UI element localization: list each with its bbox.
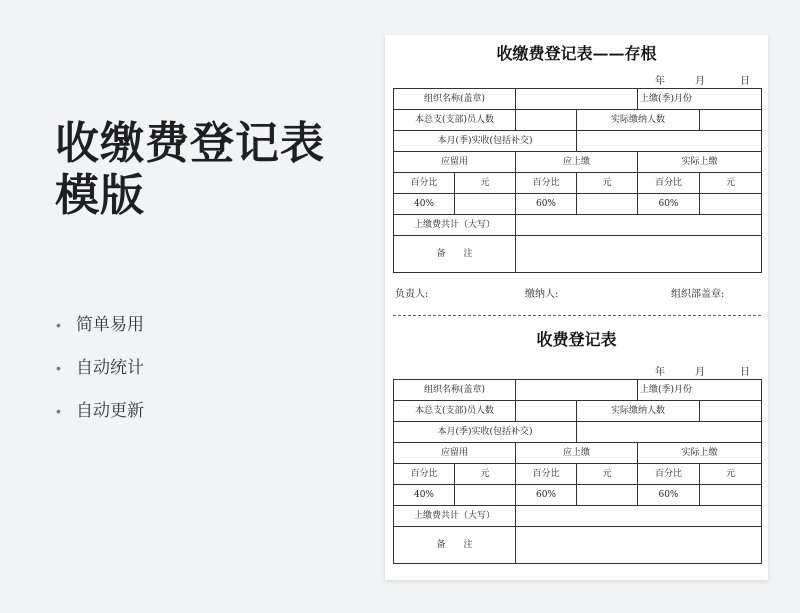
percent-label: 百分比	[394, 464, 455, 485]
retained-amount	[455, 194, 516, 215]
form-title: 收费登记表	[536, 330, 617, 349]
total-value	[516, 506, 762, 527]
form-date	[385, 363, 768, 378]
bullet-icon: •	[56, 403, 61, 419]
actual-amount	[700, 485, 762, 506]
remark-label: 备 注	[394, 527, 516, 564]
date-day: 日	[740, 76, 750, 87]
bullet-icon: •	[56, 317, 61, 333]
remark-value	[516, 236, 762, 273]
org-name-label: 组织名称(盖章)	[394, 380, 516, 401]
actual-paid-label: 实际上缴	[638, 443, 762, 464]
bullet-icon: •	[56, 360, 61, 376]
monthly-actual-value	[577, 422, 762, 443]
retained-amount	[455, 485, 516, 506]
form-stub-date	[385, 72, 768, 87]
page-title: 收缴费登记表模版	[55, 119, 325, 220]
yuan-label: 元	[577, 173, 638, 194]
actual-percent: 60%	[638, 485, 700, 506]
feature-item	[56, 398, 144, 441]
member-count-value	[516, 110, 577, 131]
retained-label: 应留用	[394, 443, 516, 464]
due-percent: 60%	[516, 194, 577, 215]
due-percent: 60%	[516, 485, 577, 506]
total-label: 上缴费共计（大写）	[394, 215, 516, 236]
due-label: 应上缴	[516, 152, 638, 173]
monthly-actual-label: 本月(季)实收(包括补交)	[394, 422, 577, 443]
org-name-value	[516, 380, 638, 401]
retained-percent: 40%	[394, 485, 455, 506]
yuan-label: 元	[455, 464, 516, 485]
monthly-actual-label: 本月(季)实收(包括补交)	[394, 131, 577, 152]
feature-label: 自动更新	[76, 401, 144, 420]
org-name-label: 组织名称(盖章)	[394, 89, 516, 110]
yuan-label: 元	[455, 173, 516, 194]
yuan-label: 元	[700, 173, 762, 194]
percent-label: 百分比	[516, 173, 577, 194]
actual-percent: 60%	[638, 194, 700, 215]
actual-payers-value	[700, 110, 762, 131]
form-stub-table	[393, 88, 762, 273]
percent-label: 百分比	[638, 173, 700, 194]
due-amount	[577, 194, 638, 215]
remark-value	[516, 527, 762, 564]
date-day: 日	[740, 367, 750, 378]
remark-label: 备 注	[394, 236, 516, 273]
signature-responsible: 负责人:	[395, 289, 429, 300]
date-month: 月	[695, 367, 705, 378]
actual-paid-label: 实际上缴	[638, 152, 762, 173]
due-amount	[577, 485, 638, 506]
date-year: 年	[655, 76, 665, 87]
org-name-value	[516, 89, 638, 110]
feature-item	[56, 312, 144, 355]
total-label: 上缴费共计（大写）	[394, 506, 516, 527]
retained-label: 应留用	[394, 152, 516, 173]
form-stub-title: 收缴费登记表——存根	[496, 44, 657, 63]
yuan-label: 元	[700, 464, 762, 485]
pay-period-label: 上缴(季)月份	[638, 380, 762, 401]
percent-label: 百分比	[516, 464, 577, 485]
yuan-label: 元	[577, 464, 638, 485]
actual-payers-value	[700, 401, 762, 422]
pay-period-label: 上缴(季)月份	[638, 89, 762, 110]
document-preview	[385, 35, 768, 580]
actual-amount	[700, 194, 762, 215]
signature-payer: 缴纳人:	[525, 289, 559, 300]
member-count-value	[516, 401, 577, 422]
actual-payers-label: 实际缴纳人数	[577, 110, 700, 131]
feature-list	[56, 312, 144, 441]
due-label: 应上缴	[516, 443, 638, 464]
retained-percent: 40%	[394, 194, 455, 215]
monthly-actual-value	[577, 131, 762, 152]
member-count-label: 本总支(支部)员人数	[394, 401, 516, 422]
feature-label: 简单易用	[76, 315, 144, 334]
feature-item	[56, 355, 144, 398]
total-value	[516, 215, 762, 236]
cut-line	[393, 315, 761, 316]
percent-label: 百分比	[638, 464, 700, 485]
signature-seal: 组织部盖章:	[671, 289, 725, 300]
actual-payers-label: 实际缴纳人数	[577, 401, 700, 422]
date-year: 年	[655, 367, 665, 378]
date-month: 月	[695, 76, 705, 87]
form-table	[393, 379, 762, 564]
member-count-label: 本总支(支部)员人数	[394, 110, 516, 131]
feature-label: 自动统计	[76, 358, 144, 377]
percent-label: 百分比	[394, 173, 455, 194]
